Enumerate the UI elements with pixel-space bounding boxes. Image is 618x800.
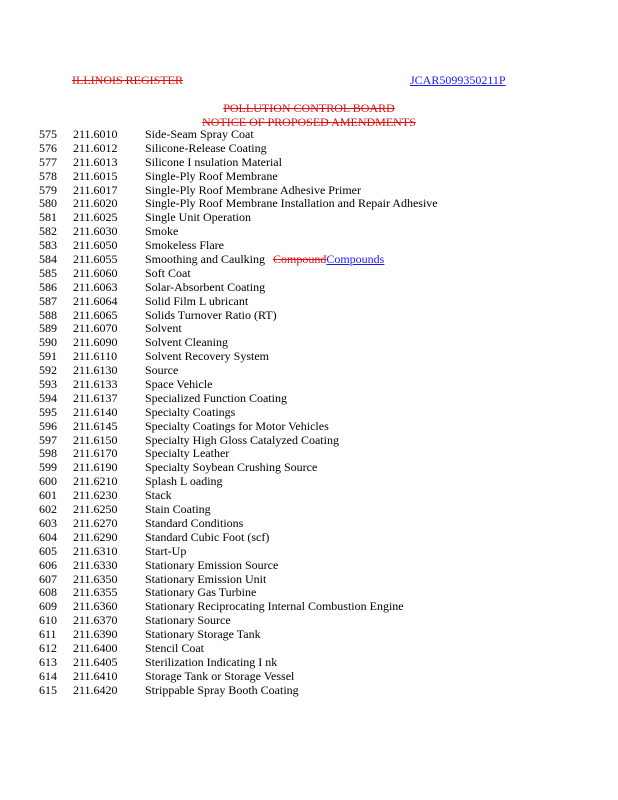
- section-number: 211.6270: [73, 515, 118, 530]
- line-number: 599: [39, 460, 57, 475]
- definition-term: [145, 184, 361, 198]
- list-item: [0, 281, 618, 295]
- list-item: [0, 545, 618, 559]
- definition-term: [145, 461, 317, 475]
- section-number: 211.6290: [73, 529, 118, 544]
- list-item: [0, 559, 618, 573]
- line-number: 598: [39, 446, 57, 461]
- list-item: [0, 642, 618, 656]
- line-number: 586: [39, 279, 57, 294]
- term-text: Splash L oading: [145, 474, 223, 489]
- definition-term: [145, 281, 265, 295]
- term-text: Solids Turnover Ratio (RT): [145, 307, 277, 322]
- line-number: 608: [39, 585, 57, 600]
- line-number: 605: [39, 543, 57, 558]
- definition-term: [145, 600, 404, 614]
- line-number: 597: [39, 432, 57, 447]
- line-number: 609: [39, 599, 57, 614]
- line-number: 584: [39, 252, 57, 267]
- line-number: 581: [39, 210, 57, 225]
- register-header: ILLINOIS REGISTER: [72, 73, 183, 87]
- notice-title: NOTICE OF PROPOSED AMENDMENTS: [202, 115, 416, 129]
- list-item: [0, 628, 618, 642]
- section-number: 211.6030: [73, 224, 118, 239]
- definition-term: [145, 225, 178, 239]
- list-item: [0, 253, 618, 267]
- definition-term: [145, 614, 231, 628]
- definition-term: [145, 156, 282, 170]
- definition-term: [145, 350, 269, 364]
- section-number: 211.6020: [73, 196, 118, 211]
- term-text: Storage Tank or Storage Vessel: [145, 668, 295, 683]
- term-text: Single-Ply Roof Membrane Adhesive Primer: [145, 182, 361, 197]
- section-number: 211.6360: [73, 599, 118, 614]
- line-number: 588: [39, 307, 57, 322]
- section-number: 211.6405: [73, 654, 118, 669]
- line-number: 578: [39, 168, 57, 183]
- definition-term: [145, 378, 212, 392]
- list-item: [0, 184, 618, 198]
- section-number: 211.6110: [73, 349, 118, 364]
- term-text: Solvent Recovery System: [145, 349, 269, 364]
- line-number: 600: [39, 474, 57, 489]
- term-text: Stationary Storage Tank: [145, 627, 261, 642]
- term-text: Specialty High Gloss Catalyzed Coating: [145, 432, 339, 447]
- list-item: [0, 239, 618, 253]
- definition-term: [145, 684, 299, 698]
- term-text: Specialty Soybean Crushing Source: [145, 460, 318, 475]
- definition-term: [145, 434, 339, 448]
- definition-term: [145, 503, 211, 517]
- board-title: POLLUTION CONTROL BOARD: [223, 101, 395, 115]
- line-number: 610: [39, 613, 57, 628]
- jcar-code-link[interactable]: JCAR5099350211P: [410, 73, 506, 87]
- list-item: [0, 434, 618, 448]
- definition-term: [145, 642, 204, 656]
- term-text: Smokeless Flare: [145, 238, 224, 253]
- definition-term: [145, 309, 277, 323]
- definition-term: [145, 295, 248, 309]
- section-number: 211.6133: [73, 377, 118, 392]
- line-number: 615: [39, 682, 57, 697]
- section-number: 211.6330: [73, 557, 118, 572]
- definition-term: [145, 656, 277, 670]
- list-item: [0, 489, 618, 503]
- line-number: 607: [39, 571, 57, 586]
- list-item: [0, 309, 618, 323]
- section-number: 211.6012: [73, 140, 118, 155]
- definition-term: [145, 128, 254, 142]
- line-number: 595: [39, 404, 57, 419]
- section-number: 211.6015: [73, 168, 118, 183]
- definitions-list: [0, 128, 618, 698]
- line-number: 614: [39, 668, 57, 683]
- line-number: 582: [39, 224, 57, 239]
- term-text: Solvent: [145, 321, 182, 336]
- list-item: [0, 461, 618, 475]
- term-text: Specialty Coatings for Motor Vehicles: [145, 418, 329, 433]
- list-item: [0, 573, 618, 587]
- list-item: [0, 156, 618, 170]
- term-text: Strippable Spray Booth Coating: [145, 682, 299, 697]
- section-number: 211.6390: [73, 627, 118, 642]
- line-number: 613: [39, 654, 57, 669]
- section-number: 211.6070: [73, 321, 118, 336]
- definition-term: [145, 420, 329, 434]
- definition-term: [145, 197, 438, 211]
- section-number: 211.6137: [73, 390, 118, 405]
- section-number: 211.6010: [73, 127, 118, 141]
- section-number: 211.6150: [73, 432, 118, 447]
- definition-term: [145, 211, 251, 225]
- line-number: 611: [39, 627, 57, 642]
- line-number: 601: [39, 488, 57, 503]
- section-number: 211.6025: [73, 210, 118, 225]
- section-number: 211.6310: [73, 543, 118, 558]
- line-number: 606: [39, 557, 57, 572]
- term-text: Specialty Coatings: [145, 404, 236, 419]
- line-number: 587: [39, 293, 57, 308]
- term-text: Stationary Source: [145, 613, 231, 628]
- definition-term: [145, 628, 261, 642]
- line-number: 604: [39, 529, 57, 544]
- term-text: Standard Cubic Foot (scf): [145, 529, 270, 544]
- section-number: 211.6410: [73, 668, 118, 683]
- line-number: 589: [39, 321, 57, 336]
- line-number: 594: [39, 390, 57, 405]
- section-number: 211.6050: [73, 238, 118, 253]
- section-number: 211.6090: [73, 335, 118, 350]
- term-text: Stationary Emission Unit: [145, 571, 267, 586]
- term-text: Smoothing and Caulking: [145, 252, 265, 267]
- section-number: 211.6055: [73, 252, 118, 267]
- line-number: 575: [39, 127, 57, 141]
- list-item: [0, 225, 618, 239]
- list-item: [0, 197, 618, 211]
- definition-term: [145, 406, 235, 420]
- term-text: Silicone-Release Coating: [145, 140, 267, 155]
- list-item: [0, 684, 618, 698]
- list-item: [0, 322, 618, 336]
- line-number: 579: [39, 182, 57, 197]
- section-number: 211.6400: [73, 640, 118, 655]
- section-number: 211.6063: [73, 279, 118, 294]
- definition-term: [145, 586, 256, 600]
- definition-term: [145, 392, 287, 406]
- term-text: Specialty Leather: [145, 446, 230, 461]
- term-text: Solvent Cleaning: [145, 335, 228, 350]
- deleted-text: Compound: [273, 252, 327, 267]
- term-text: Stationary Emission Source: [145, 557, 279, 572]
- definition-term: [145, 336, 228, 350]
- section-number: 211.6190: [73, 460, 118, 475]
- definition-term: [145, 670, 294, 684]
- definition-term: [145, 559, 278, 573]
- term-text: Space Vehicle: [145, 377, 213, 392]
- line-number: 591: [39, 349, 57, 364]
- section-number: 211.6065: [73, 307, 118, 322]
- term-text: Silicone I nsulation Material: [145, 154, 282, 169]
- term-text: Smoke: [145, 224, 179, 239]
- section-number: 211.6017: [73, 182, 118, 197]
- term-text: Specialized Function Coating: [145, 390, 287, 405]
- line-number: 603: [39, 515, 57, 530]
- line-number: 590: [39, 335, 57, 350]
- list-item: [0, 142, 618, 156]
- line-number: 577: [39, 154, 57, 169]
- section-number: 211.6145: [73, 418, 118, 433]
- list-item: [0, 670, 618, 684]
- list-item: [0, 447, 618, 461]
- section-number: 211.6064: [73, 293, 118, 308]
- term-text: Side-Seam Spray Coat: [145, 127, 254, 141]
- list-item: [0, 406, 618, 420]
- section-number: 211.6370: [73, 613, 118, 628]
- section-number: 211.6170: [73, 446, 118, 461]
- term-text: Standard Conditions: [145, 515, 244, 530]
- line-number: 576: [39, 140, 57, 155]
- list-item: [0, 517, 618, 531]
- section-number: 211.6420: [73, 682, 118, 697]
- list-item: [0, 211, 618, 225]
- list-item: [0, 656, 618, 670]
- definition-term: [145, 267, 191, 281]
- inserted-text: Compounds: [326, 252, 385, 267]
- term-text: Single-Ply Roof Membrane Installation and Repair Adhesive: [145, 196, 438, 211]
- section-number: 211.6140: [73, 404, 118, 419]
- term-text: Start-Up: [145, 543, 187, 558]
- list-item: [0, 586, 618, 600]
- term-text: Single-Ply Roof Membrane: [145, 168, 278, 183]
- definition-term: [145, 253, 384, 267]
- section-number: 211.6060: [73, 265, 118, 280]
- section-number: 211.6350: [73, 571, 118, 586]
- definition-term: [145, 517, 243, 531]
- term-text: Source: [145, 363, 179, 378]
- line-number: 580: [39, 196, 57, 211]
- section-number: 211.6130: [73, 363, 118, 378]
- definition-term: [145, 142, 267, 156]
- definition-term: [145, 573, 266, 587]
- definition-term: [145, 447, 229, 461]
- list-item: [0, 267, 618, 281]
- list-item: [0, 420, 618, 434]
- line-number: 593: [39, 377, 57, 392]
- line-number: 596: [39, 418, 57, 433]
- list-item: [0, 295, 618, 309]
- list-item: [0, 364, 618, 378]
- definition-term: [145, 545, 186, 559]
- definition-term: [145, 170, 278, 184]
- term-text: Solar-Absorbent Coating: [145, 279, 266, 294]
- list-item: [0, 475, 618, 489]
- list-item: [0, 350, 618, 364]
- list-item: [0, 531, 618, 545]
- list-item: [0, 336, 618, 350]
- list-item: [0, 170, 618, 184]
- term-text: Stain Coating: [145, 502, 211, 517]
- term-text: Stack: [145, 488, 172, 503]
- line-number: 612: [39, 640, 57, 655]
- line-number: 585: [39, 265, 57, 280]
- list-item: [0, 614, 618, 628]
- term-text: Sterilization Indicating I nk: [145, 654, 278, 669]
- definition-term: [145, 322, 182, 336]
- term-text: Solid Film L ubricant: [145, 293, 249, 308]
- term-text: Soft Coat: [145, 265, 191, 280]
- section-number: 211.6250: [73, 502, 118, 517]
- section-number: 211.6355: [73, 585, 118, 600]
- list-item: [0, 503, 618, 517]
- definition-term: [145, 364, 178, 378]
- list-item: [0, 378, 618, 392]
- definition-term: [145, 489, 172, 503]
- line-number: 583: [39, 238, 57, 253]
- section-number: 211.6210: [73, 474, 118, 489]
- definition-term: [145, 475, 223, 489]
- list-item: [0, 600, 618, 614]
- term-text: Stationary Gas Turbine: [145, 585, 257, 600]
- term-text: Stationary Reciprocating Internal Combustion Engine: [145, 599, 404, 614]
- line-number: 592: [39, 363, 57, 378]
- term-text: Stencil Coat: [145, 640, 204, 655]
- section-number: 211.6013: [73, 154, 118, 169]
- line-number: 602: [39, 502, 57, 517]
- definition-term: [145, 531, 269, 545]
- section-number: 211.6230: [73, 488, 118, 503]
- list-item: [0, 128, 618, 142]
- term-text: Single Unit Operation: [145, 210, 251, 225]
- list-item: [0, 392, 618, 406]
- definition-term: [145, 239, 224, 253]
